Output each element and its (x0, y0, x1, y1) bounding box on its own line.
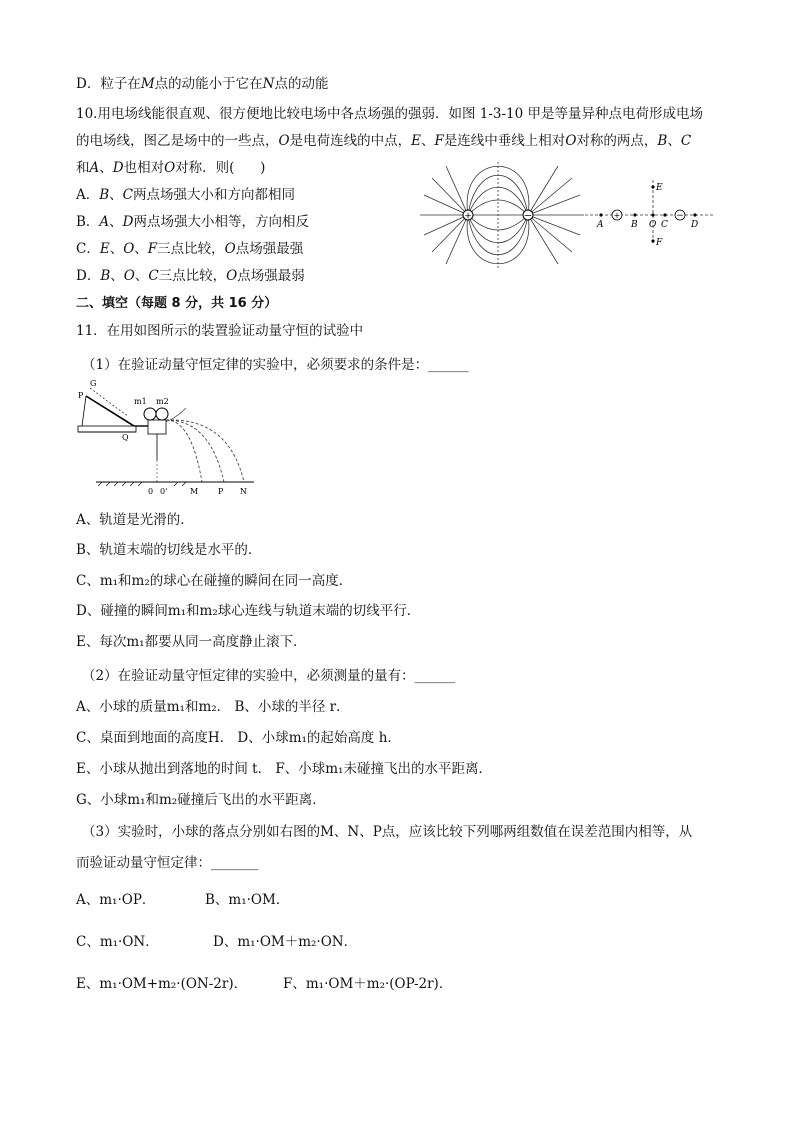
label-m1: m1 (134, 397, 147, 406)
q11-part1: （1）在验证动量守恒定律的实验中，必须要求的条件是：______ (82, 357, 469, 373)
q11-p3-line-1: （3）实验时，小球的落点分别如右图的M、N、P点，应该比较下列哪两组数值在误差范围内相等，从 (82, 824, 693, 840)
q10-option-d: D．B、O、C三点比较，O点场强最弱 (76, 268, 305, 284)
label-o-prime: 0' (160, 487, 168, 496)
label-b: B (631, 220, 638, 230)
q10-option-a: A．B、C两点场强大小和方向都相同 (76, 187, 296, 203)
q11-p2-line-4: G、小球m₁和m₂碰撞后飞出的水平距离． (76, 792, 326, 808)
q10-stem-line-2: 的电场线，图乙是场中的一些点，O是电荷连线的中点，E、F是连线中垂线上相对O对称的两点，B、C (76, 133, 692, 149)
points-figure (585, 175, 720, 255)
label-q: Q (122, 433, 129, 442)
label-a: A (597, 220, 604, 230)
q11-p2-line-2: C、桌面到地面的高度H． D、小球m₁的起始高度 h． (76, 730, 401, 746)
q9-option-d: D．粒子在M点的动能小于它在N点的动能 (76, 76, 329, 92)
q11-p1-option-d: D、碰撞的瞬间m₁和m₂球心连线与轨道末端的切线平行． (76, 603, 421, 619)
label-p-top: P (78, 391, 84, 400)
svg-text:−: − (676, 211, 684, 221)
q11-p1-option-e: E、每次m₁都要从同一高度静止滚下． (76, 634, 307, 650)
label-e: E (656, 183, 663, 193)
q11-p2-line-3: E、小球从抛出到落地的时间 t． F、小球m₁未碰撞飞出的水平距离． (76, 761, 492, 777)
q11-part2: （2）在验证动量守恒定律的实验中，必须测量的量有：______ (82, 668, 456, 684)
collision-apparatus-figure (76, 378, 256, 496)
electric-field-lines-figure (418, 160, 586, 270)
label-m2: m2 (156, 397, 169, 406)
q10-stem-line-1: 10.用电场线能很直观、很方便地比较电场中各点场强的强弱．如图 1-3-10 甲是等量异种点电荷形成电场 (76, 106, 704, 122)
label-f: F (656, 238, 663, 248)
q11-p3-option-f: F、m₁·OM＋m₂·(OP-2r)． (283, 976, 453, 992)
svg-text:+: + (464, 211, 472, 222)
label-o: O (649, 220, 657, 230)
label-o: 0 (148, 487, 154, 496)
label-d: D (691, 220, 699, 230)
label-p: P (218, 487, 224, 496)
q11-p3-option-e: E、m₁·OM+m₂·(ON-2r)． (76, 976, 248, 992)
label-n: N (240, 487, 247, 496)
section-2-heading: 二、填空（每题 8 分，共 16 分） (76, 296, 278, 311)
q11-p3-option-d: D、m₁·OM＋m₂·ON． (213, 934, 358, 950)
label-m: M (190, 487, 199, 496)
q11-p1-option-b: B、轨道末端的切线是水平的． (76, 542, 262, 558)
q11-stem: 11．在用如图所示的装置验证动量守恒的试验中 (76, 323, 364, 339)
q10-option-b: B．A、D两点场强大小相等，方向相反 (76, 214, 309, 230)
label-c: C (661, 220, 668, 230)
q11-p3-option-c: C、m₁·ON． (76, 934, 159, 950)
svg-text:+: + (613, 211, 621, 220)
q11-p2-line-1: A、小球的质量m₁和m₂． B、小球的半径 r． (76, 699, 350, 715)
q11-p1-option-c: C、m₁和m₂的球心在碰撞的瞬间在同一高度． (76, 573, 353, 589)
q11-p3-option-b: B、m₁·OM． (205, 892, 290, 908)
svg-text:−: − (523, 210, 533, 222)
q11-p1-option-a: A、轨道是光滑的． (76, 512, 194, 528)
label-g: G (90, 379, 97, 388)
q10-option-c: C．E、O、F三点比较，O点场强最强 (76, 241, 304, 257)
q10-stem-line-3: 和A、D也相对O对称．则( ) (76, 160, 266, 176)
q11-p3-line-2: 而验证动量守恒定律：_______ (76, 855, 259, 871)
q11-p3-option-a: A、m₁·OP． (76, 892, 156, 908)
